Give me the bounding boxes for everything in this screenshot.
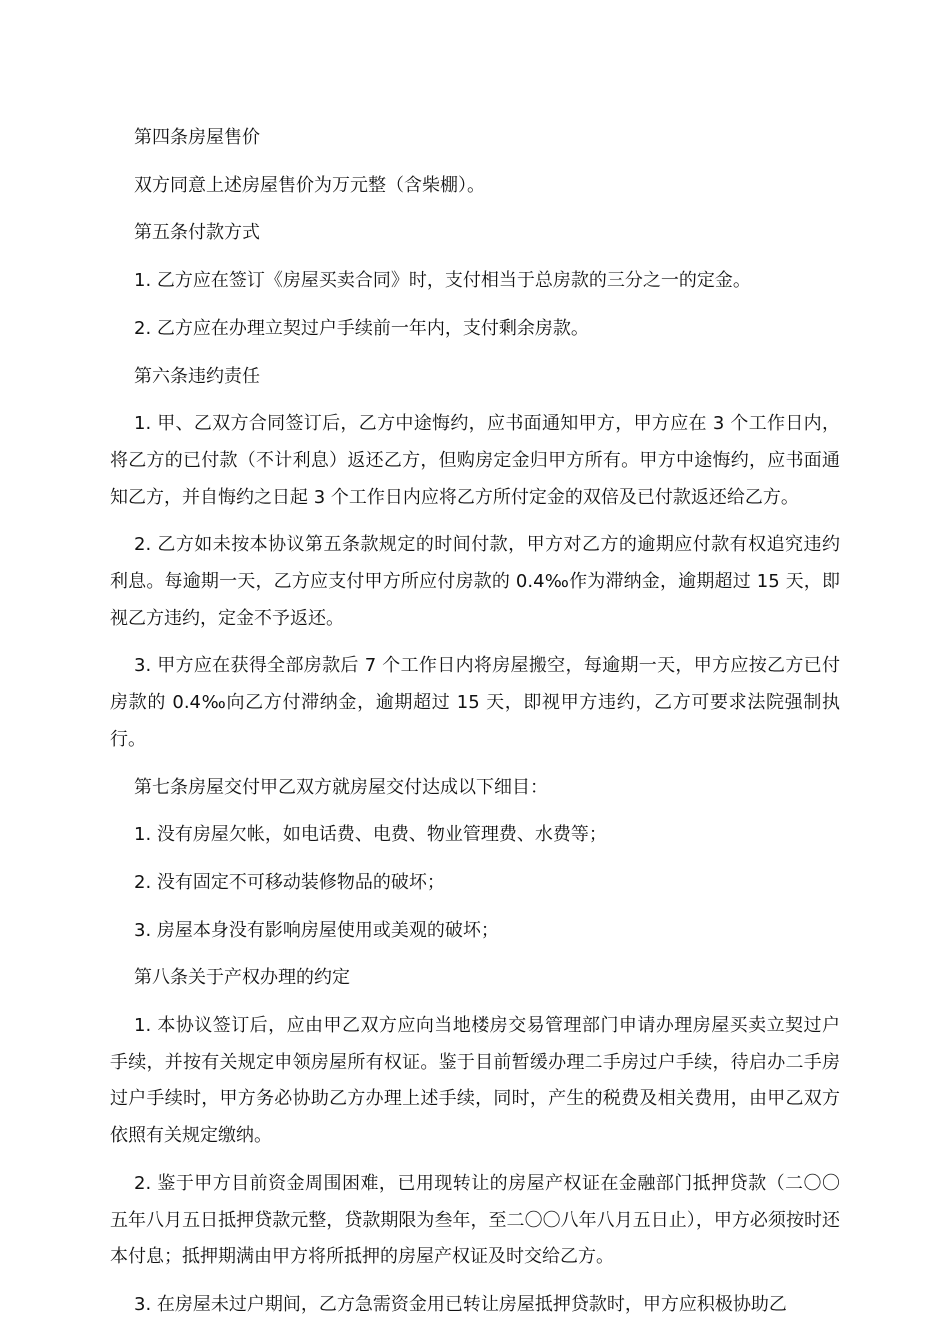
article-6-item-3: 3. 甲方应在获得全部房款后 7 个工作日内将房屋搬空，每逾期一天，甲方应按乙方已付房款的 0.4‰向乙方付滞纳金，逾期超过 15 天，即视甲方违约，乙方可要求法院强制执行。 xyxy=(110,655,840,750)
article-8-item-2: 2. 鉴于甲方目前资金周围困难，已用现转让的房屋产权证在金融部门抵押贷款（二〇〇五年八月五日抵押贷款元整，贷款期限为叁年，至二〇〇八年八月五日止），甲方必须按时还本付息；抵押期满由甲方将所抵押的房屋产权证及时交给乙方。 xyxy=(110,1172,840,1268)
article-8-item-1: 1. 本协议签订后，应由甲乙双方应向当地楼房交易管理部门申请办理房屋买卖立契过户手续，并按有关规定申领房屋所有权证。鉴于目前暂缓办理二手房过户手续，待启办二手房过户手续时，甲方务必协助乙方办理上述手续，同时，产生的税费及相关费用，由甲乙双方依照有关规定缴纳。 xyxy=(110,1015,840,1147)
article-7-heading: 第七条房屋交付甲乙双方就房屋交付达成以下细目： xyxy=(134,776,548,798)
article-4-heading: 第四条房屋售价 xyxy=(134,127,260,148)
article-6-item-1: 1. 甲、乙双方合同签订后，乙方中途悔约，应书面通知甲方，甲方应在 3 个工作日内，将乙方的已付款（不计利息）返还乙方，但购房定金归甲方所有。甲方中途悔约，应书面通知乙方，并自悔约之日起 3 个工作日内应将乙方所付定金的双倍及已付款返还给乙方。 xyxy=(110,413,840,508)
article-7-item-3: 3. 房屋本身没有影响房屋使用或美观的破坏； xyxy=(134,919,499,941)
article-5-item-2: 2. 乙方应在办理立契过户手续前一年内，支付剩余房款。 xyxy=(134,317,589,339)
article-5-heading: 第五条付款方式 xyxy=(134,222,260,244)
article-7-item-1: 1. 没有房屋欠帐，如电话费、电费、物业管理费、水费等； xyxy=(134,824,607,846)
article-5-item-1: 1. 乙方应在签订《房屋买卖合同》时，支付相当于总房款的三分之一的定金。 xyxy=(134,270,751,292)
article-8-item-3: 3. 在房屋未过户期间，乙方急需资金用已转让房屋抵押贷款时，甲方应积极协助乙 xyxy=(134,1293,787,1315)
article-7-item-2: 2. 没有固定不可移动装修物品的破坏； xyxy=(134,871,445,893)
article-6-item-2: 2. 乙方如未按本协议第五条款规定的时间付款，甲方对乙方的逾期应付款有权追究违约利息。每逾期一天，乙方应支付甲方所应付房款的 0.4‰作为滞纳金，逾期超过 15 天，即视乙方违约，定金不予返还。 xyxy=(110,534,840,629)
document-page xyxy=(110,120,840,1335)
article-8-heading: 第八条关于产权办理的约定 xyxy=(134,967,350,989)
article-4-price-text: 双方同意上述房屋售价为万元整（含柴棚）。 xyxy=(134,174,485,196)
article-6-heading: 第六条违约责任 xyxy=(134,365,260,387)
